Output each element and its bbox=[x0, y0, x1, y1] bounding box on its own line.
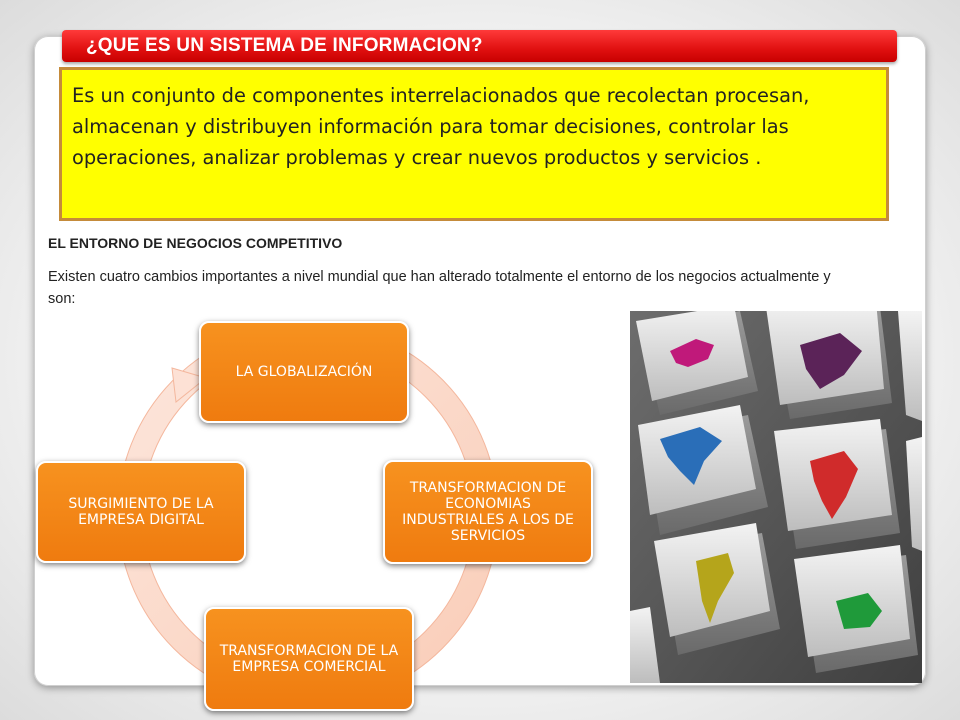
section-heading: EL ENTORNO DE NEGOCIOS COMPETITIVO bbox=[48, 235, 343, 251]
node-globalizacion: LA GLOBALIZACIÓN bbox=[199, 321, 409, 423]
node-transformacion-economias: TRANSFORMACION DE ECONOMIAS INDUSTRIALES A LOS DE SERVICIOS bbox=[383, 460, 593, 564]
key-africa bbox=[774, 419, 900, 549]
node-transformacion-empresa: TRANSFORMACION DE LA EMPRESA COMERCIAL bbox=[204, 607, 414, 711]
node-empresa-digital: SURGIMIENTO DE LA EMPRESA DIGITAL bbox=[36, 461, 246, 563]
section-body: Existen cuatro cambios importantes a nivel mundial que han alterado totalmente el entorno de los negocios actualmente y son: bbox=[48, 269, 831, 307]
key-asia bbox=[766, 311, 892, 419]
slide-title: ¿QUE ES UN SISTEMA DE INFORMACION? bbox=[86, 35, 483, 56]
definition-text: Es un conjunto de componentes interrelacionados que recolectan procesan, almacenan y distribuyen información para tomar decisiones, controlar las operaciones, analizar problemas y crear nuevos productos y servicios . bbox=[72, 84, 810, 169]
key-oceania bbox=[794, 545, 918, 673]
keyboard-continents-image bbox=[630, 311, 922, 683]
